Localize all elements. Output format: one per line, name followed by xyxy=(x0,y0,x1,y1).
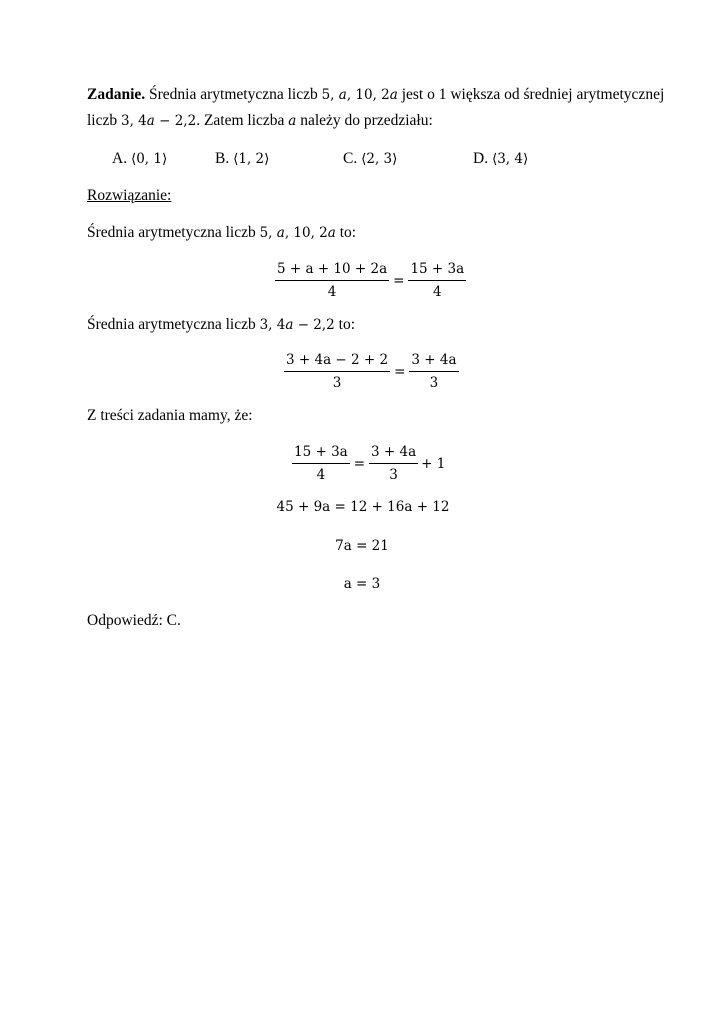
task-line-1 xyxy=(87,85,664,105)
option-d xyxy=(473,149,528,169)
equation-4-row xyxy=(0,499,724,515)
equals-sign: = xyxy=(394,363,406,380)
equals-sign: = xyxy=(393,272,405,289)
denominator: 3 xyxy=(389,467,398,483)
var-a: a xyxy=(389,87,398,103)
option-letter: D. xyxy=(473,150,489,167)
equation-6-row xyxy=(0,576,724,592)
plus-one: + 1 xyxy=(421,455,446,472)
equation-1 xyxy=(275,261,466,300)
var-a: a xyxy=(276,225,285,241)
denominator: 3 xyxy=(332,375,342,391)
answer-line: Odpowiedź: C. xyxy=(87,612,181,629)
equation-6: a = 3 xyxy=(343,576,381,592)
mean2-numbers: − 2,2 xyxy=(293,317,335,333)
equation-2 xyxy=(284,352,459,391)
mean2-line xyxy=(87,315,355,335)
numerator: 15 + 3a xyxy=(292,444,350,464)
fraction xyxy=(369,444,418,483)
option-interval: ⟨1, 2⟩ xyxy=(233,151,270,167)
equals-sign: = xyxy=(353,455,366,472)
numerator: 3 + 4a xyxy=(409,352,458,372)
fraction xyxy=(284,352,390,391)
option-letter: C. xyxy=(343,150,358,167)
mean1-numbers: , 10, 2 xyxy=(284,225,328,241)
denominator: 4 xyxy=(327,284,337,300)
var-a: a xyxy=(285,317,294,333)
solution-heading: Rozwiązanie: xyxy=(87,187,172,204)
task-text: . Zatem liczba xyxy=(196,112,289,129)
fraction xyxy=(275,261,389,300)
mean2-suffix: to: xyxy=(334,316,356,333)
fraction xyxy=(409,352,458,391)
task-text: Średnia arytmetyczna liczb xyxy=(145,86,322,103)
option-b xyxy=(215,149,269,169)
fraction xyxy=(408,261,466,300)
fraction xyxy=(292,444,350,483)
task-numbers: 3, 4 xyxy=(121,113,147,129)
var-a: a xyxy=(288,113,297,129)
numerator: 15 + 3a xyxy=(408,261,466,281)
option-interval: ⟨3, 4⟩ xyxy=(491,151,529,167)
mean1-numbers: 5, xyxy=(259,225,277,241)
var-a: a xyxy=(327,225,336,241)
equation-5-row xyxy=(0,538,724,554)
task-numbers: , 10, 2 xyxy=(346,87,390,103)
task-numbers: − 2,2 xyxy=(154,113,197,129)
task-text: jest o 1 większa od średniej arytmetycznej xyxy=(397,86,665,103)
option-a xyxy=(112,149,167,169)
option-interval: ⟨2, 3⟩ xyxy=(361,151,398,167)
equation-3 xyxy=(292,444,445,483)
mean1-line xyxy=(87,223,356,243)
mean1-text: Średnia arytmetyczna liczb xyxy=(87,224,260,241)
numerator: 3 + 4a − 2 + 2 xyxy=(284,352,390,372)
mean2-text: Średnia arytmetyczna liczb xyxy=(87,316,260,333)
task-text: liczb xyxy=(87,112,121,129)
task-label: Zadanie. xyxy=(87,86,146,103)
var-a: a xyxy=(146,113,155,129)
mean1-suffix: to: xyxy=(335,224,357,241)
denominator: 4 xyxy=(433,284,442,300)
mean2-numbers: 3, 4 xyxy=(259,317,286,333)
option-letter: B. xyxy=(215,150,230,167)
from-task-line: Z treści zadania mamy, że: xyxy=(87,407,253,424)
task-text: należy do przedziału: xyxy=(296,112,433,129)
option-c xyxy=(343,149,397,169)
task-line-2 xyxy=(87,111,433,131)
denominator: 3 xyxy=(429,375,439,391)
var-a: a xyxy=(338,87,347,103)
numerator: 3 + 4a xyxy=(369,444,418,464)
numerator: 5 + a + 10 + 2a xyxy=(275,261,389,281)
task-numbers: 5, xyxy=(321,87,339,103)
equation-4: 45 + 9a = 12 + 16a + 12 xyxy=(276,499,450,515)
option-letter: A. xyxy=(112,150,128,167)
denominator: 4 xyxy=(316,467,326,483)
option-interval: ⟨0, 1⟩ xyxy=(130,151,168,167)
equation-5: 7a = 21 xyxy=(335,538,389,554)
